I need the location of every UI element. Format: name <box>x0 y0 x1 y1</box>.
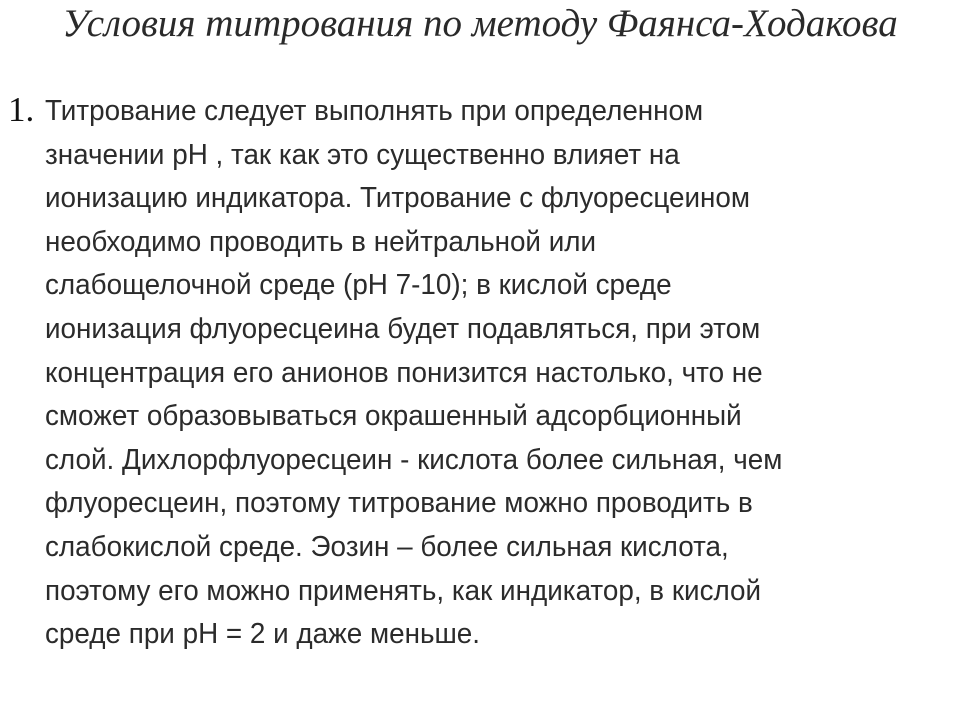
text-line: слабокислой среде. Эозин – более сильная кислота, <box>45 530 729 563</box>
item-text <box>45 90 953 657</box>
text-line: необходимо проводить в нейтральной или <box>45 225 597 258</box>
text-line: ионизация флуоресцеина будет подавляться, при этом <box>45 312 761 345</box>
text-line: Титрование следует выполнять при определенном <box>45 95 704 127</box>
text-line: сможет образовываться окрашенный адсорбционный <box>45 400 742 433</box>
item-number: 1. <box>8 90 35 129</box>
text-line: ионизацию индикатора. Титрование с флуоресцеином <box>45 182 751 215</box>
text-line: концентрация его анионов понизится настолько, что не <box>45 356 763 389</box>
text-line: значении рН , так как это существенно влияет на <box>45 138 680 171</box>
slide-title: Условия титрования по методу Фаянса-Ходакова <box>62 2 898 45</box>
text-line: поэтому его можно применять, как индикатор, в кислой <box>45 574 762 607</box>
text-line: флуоресцеин, поэтому титрование можно проводить в <box>45 487 753 520</box>
text-line: слабощелочной среде (рН 7-10); в кислой среде <box>45 269 672 302</box>
text-line: среде при рН = 2 и даже меньше. <box>45 618 481 651</box>
text-line: слой. Дихлорфлуоресцеин - кислота более сильная, чем <box>45 443 783 476</box>
